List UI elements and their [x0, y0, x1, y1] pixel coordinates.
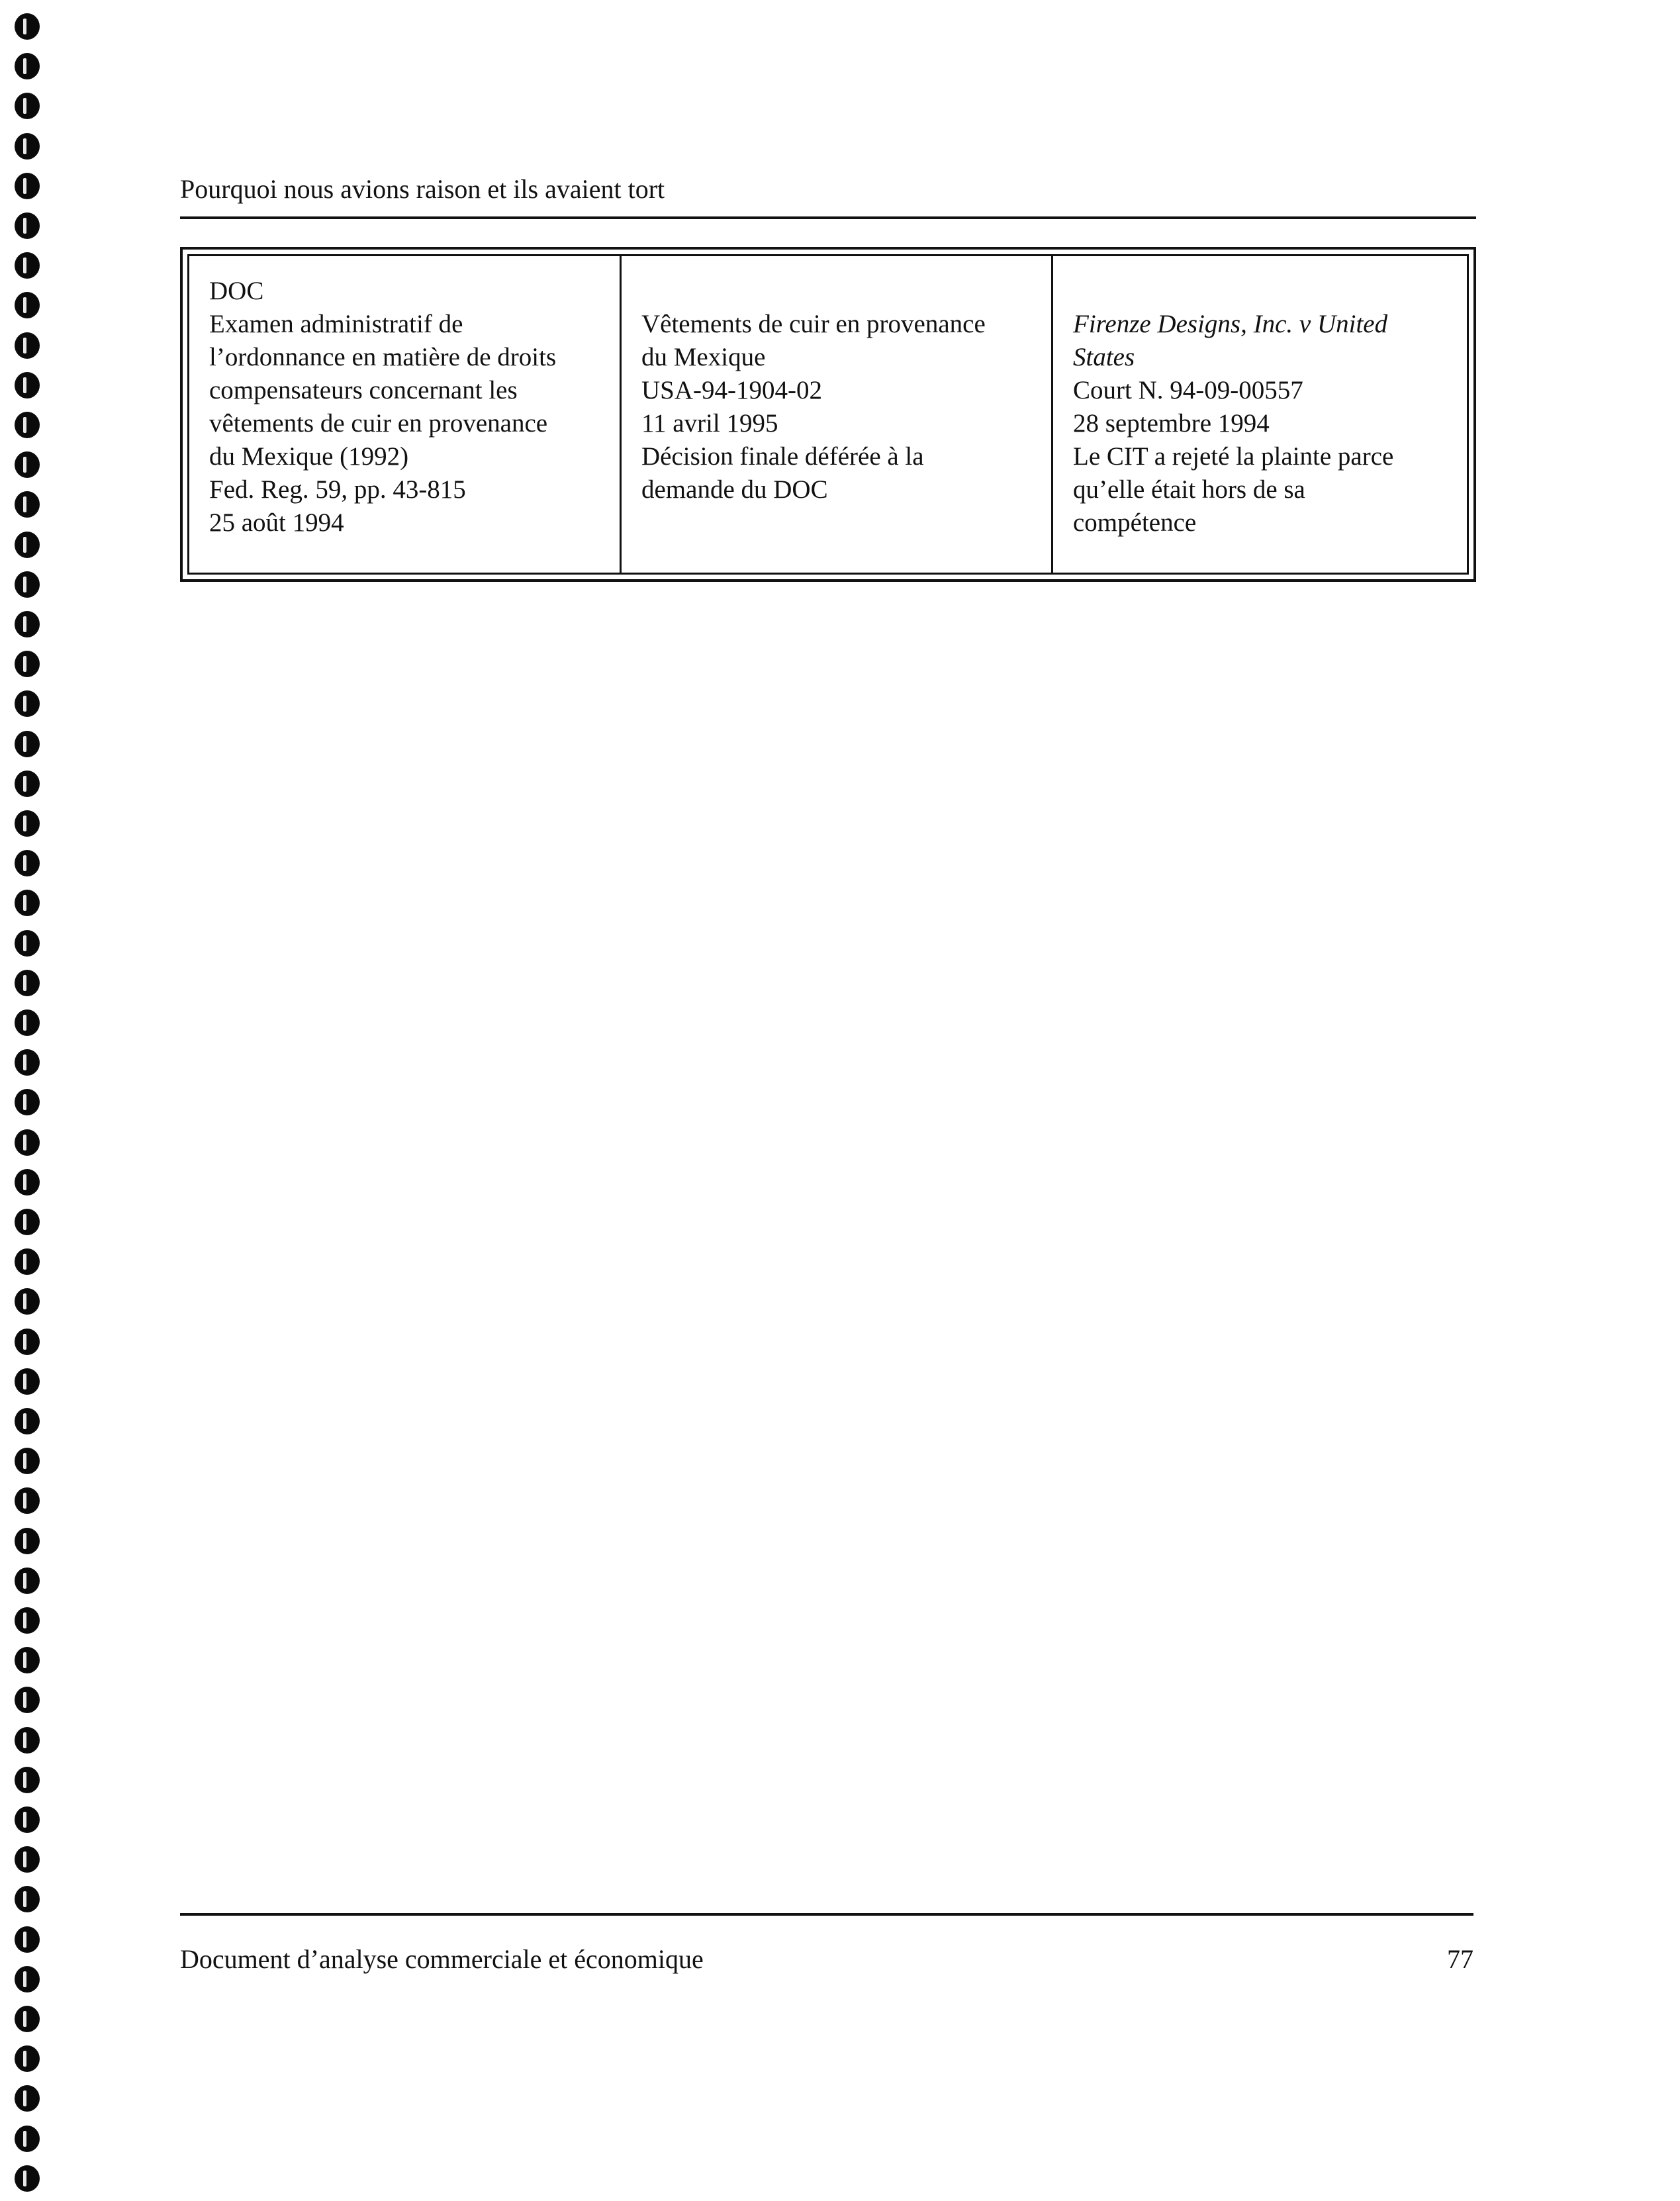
- binding-hole: [15, 1607, 40, 1634]
- binding-hole: [15, 930, 40, 957]
- binding-hole: [15, 1687, 40, 1713]
- cell-line: Fed. Reg. 59, pp. 43-815: [209, 475, 466, 504]
- cell-line: du Mexique: [641, 343, 766, 371]
- table-cell-court-case: [1051, 256, 1467, 573]
- binding-hole: [15, 252, 40, 279]
- cell-line: vêtements de cuir en provenance: [209, 409, 548, 438]
- binding-hole: [15, 212, 40, 239]
- binding-hole: [15, 571, 40, 598]
- binding-hole: [15, 1487, 40, 1514]
- binding-hole: [15, 1368, 40, 1395]
- case-table: [180, 247, 1476, 582]
- binding-hole: [15, 1846, 40, 1873]
- binding-hole: [15, 1448, 40, 1474]
- cell-line: 11 avril 1995: [641, 409, 778, 438]
- binding-hole: [15, 731, 40, 757]
- cell-line: demande du DOC: [641, 475, 828, 504]
- binding-hole: [15, 1009, 40, 1036]
- binding-hole: [15, 412, 40, 438]
- binding-hole: [15, 810, 40, 837]
- binding-hole: [15, 372, 40, 398]
- footer-title: Document d’analyse commerciale et économique: [180, 1944, 704, 1974]
- footer-rule: [180, 1913, 1473, 1916]
- binding-hole: [15, 1727, 40, 1754]
- table-cell-review: [189, 256, 620, 573]
- binding-hole: [15, 13, 40, 40]
- binding-hole: [15, 1408, 40, 1434]
- binding-hole: [15, 1169, 40, 1195]
- binding-hole: [15, 93, 40, 119]
- cell-line: l’ordonnance en matière de droits: [209, 343, 557, 371]
- binding-hole: [15, 1528, 40, 1554]
- binding-hole: [15, 771, 40, 797]
- binding-hole: [15, 491, 40, 518]
- binding-hole: [15, 1089, 40, 1115]
- cell-line: Court N. 94-09-00557: [1073, 376, 1303, 404]
- binding-hole: [15, 1049, 40, 1076]
- binding-hole: [15, 890, 40, 916]
- binding-hole: [15, 611, 40, 637]
- cell-line: Décision finale déférée à la: [641, 442, 924, 471]
- page-number: 77: [1447, 1944, 1473, 1974]
- binding-hole: [15, 850, 40, 876]
- binding-hole: [15, 651, 40, 677]
- binding-hole: [15, 2126, 40, 2152]
- running-header: Pourquoi nous avions raison et ils avaient tort: [180, 174, 665, 204]
- binding-hole: [15, 2006, 40, 2032]
- binding-hole: [15, 1209, 40, 1235]
- binding-hole: [15, 173, 40, 199]
- cell-line: 28 septembre 1994: [1073, 409, 1270, 438]
- cell-line: compensateurs concernant les: [209, 376, 518, 404]
- binding-hole: [15, 2045, 40, 2072]
- binding-hole: [15, 1288, 40, 1315]
- binding-hole: [15, 451, 40, 478]
- cell-line: DOC: [209, 277, 264, 305]
- binding-hole: [15, 970, 40, 996]
- binding-hole: [15, 1886, 40, 1912]
- cell-line: du Mexique (1992): [209, 442, 409, 471]
- binding-hole: [15, 1568, 40, 1594]
- binding-hole: [15, 133, 40, 160]
- cell-line: Vêtements de cuir en provenance: [641, 310, 986, 338]
- case-name-line: Firenze Designs, Inc. v United: [1073, 310, 1388, 338]
- table-cell-panel: [620, 256, 1051, 573]
- binding-hole: [15, 1129, 40, 1156]
- cell-line: 25 août 1994: [209, 508, 344, 537]
- header-rule: [180, 216, 1476, 219]
- cell-line: compétence: [1073, 508, 1197, 537]
- binding-hole: [15, 292, 40, 318]
- cell-line: USA-94-1904-02: [641, 376, 822, 404]
- binding-hole: [15, 1966, 40, 1992]
- binding-hole: [15, 1806, 40, 1833]
- cell-line: Le CIT a rejeté la plainte parce: [1073, 442, 1394, 471]
- binding-hole: [15, 53, 40, 79]
- binding-hole: [15, 1926, 40, 1953]
- binding-hole: [15, 2085, 40, 2112]
- binding-hole: [15, 1647, 40, 1673]
- binding-hole: [15, 1248, 40, 1275]
- cell-line: qu’elle était hors de sa: [1073, 475, 1305, 504]
- binding-hole: [15, 1767, 40, 1793]
- table-row: [187, 254, 1469, 575]
- binding-hole: [15, 690, 40, 717]
- cell-line: Examen administratif de: [209, 310, 463, 338]
- binding-holes: [15, 13, 41, 2191]
- binding-hole: [15, 1329, 40, 1355]
- binding-hole: [15, 2165, 40, 2192]
- binding-hole: [15, 332, 40, 359]
- case-name-line: States: [1073, 343, 1135, 371]
- binding-hole: [15, 532, 40, 558]
